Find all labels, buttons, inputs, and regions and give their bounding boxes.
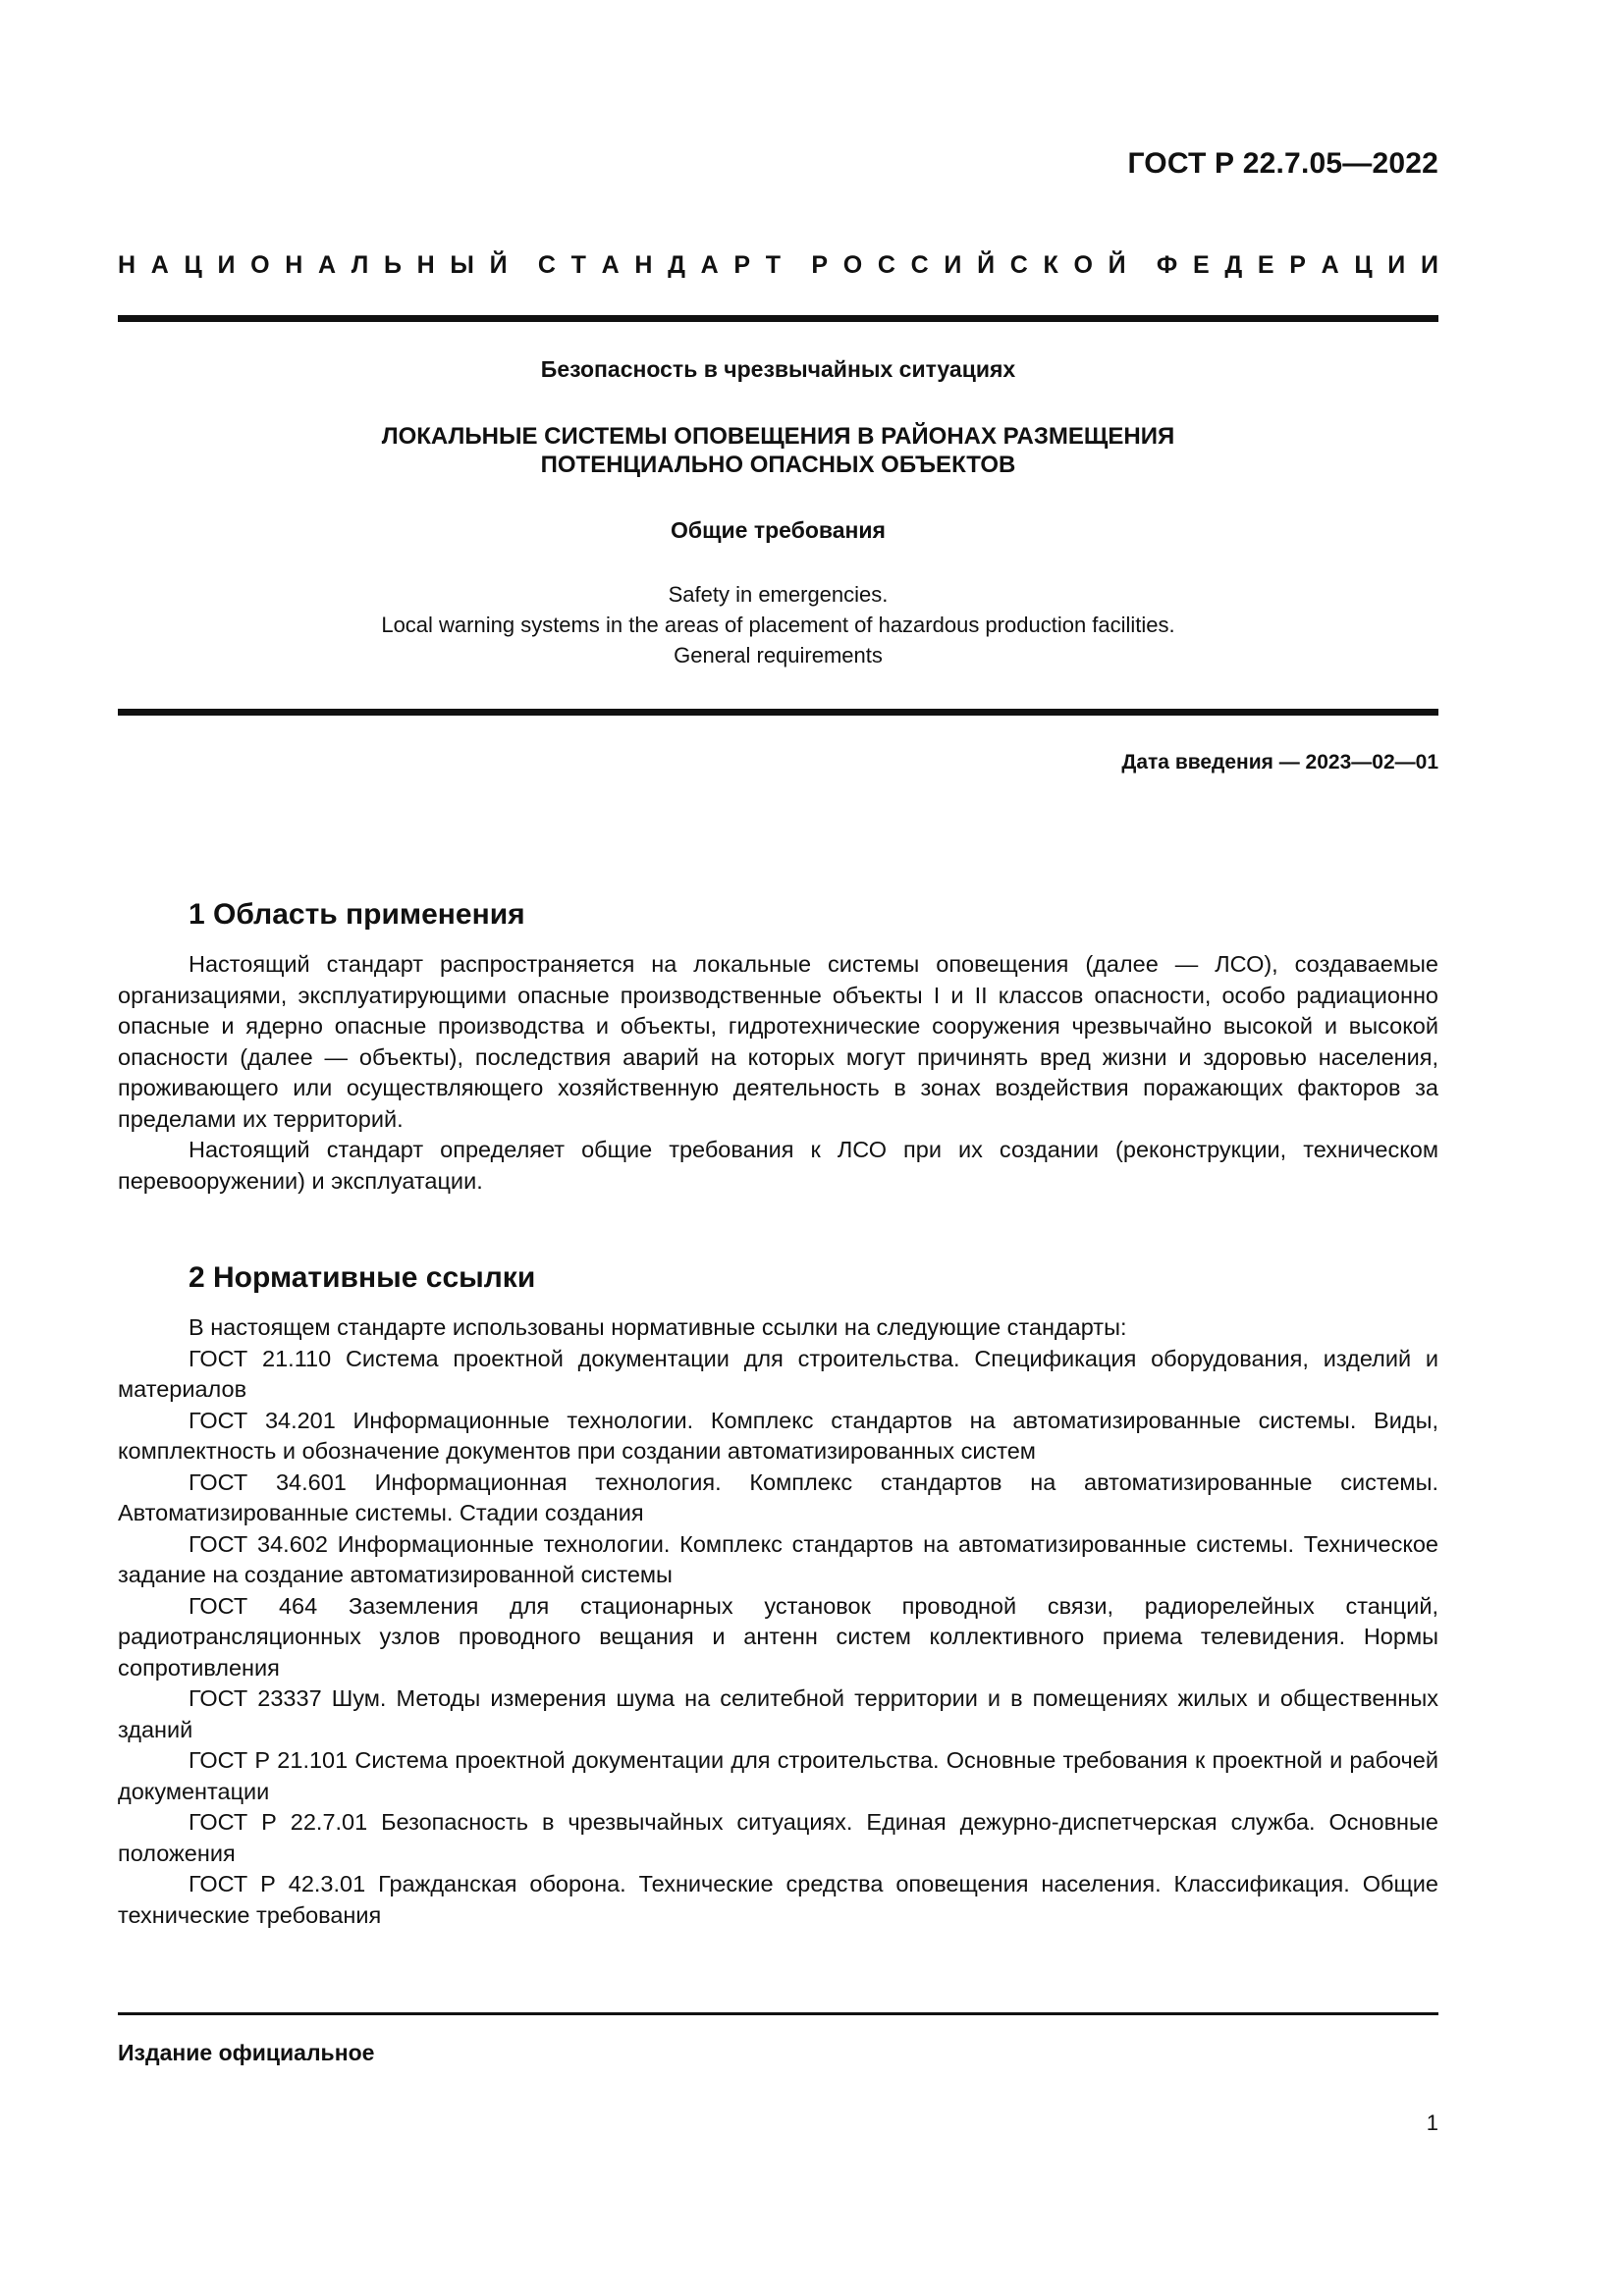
banner-letter: И	[1387, 251, 1406, 279]
paragraph: В настоящем стандарте использованы нормативные ссылки на следующие стандарты:	[189, 1314, 1127, 1340]
reference-item: ГОСТ 34.201 Информационные технологии. Комплекс стандартов на автоматизированные системы. Виды, комплектность и обозначение документов при создании автоматизированных систем	[118, 1407, 1438, 1464]
banner-letter: Р	[733, 251, 751, 279]
banner-letter: А	[1321, 251, 1339, 279]
section-scope	[118, 898, 1438, 1197]
banner-letter: Р	[811, 251, 829, 279]
banner-letter: Й	[489, 251, 508, 279]
title-line: ЛОКАЛЬНЫЕ СИСТЕМЫ ОПОВЕЩЕНИЯ В РАЙОНАХ РАЗМЕЩЕНИЯ	[381, 423, 1175, 450]
banner-letter: Ы	[450, 251, 474, 279]
banner-letter: Н	[118, 251, 136, 279]
banner-letter: Д	[668, 251, 685, 279]
banner-letter: Й	[1108, 251, 1126, 279]
banner-letter: Ь	[383, 251, 402, 279]
introduction-date: Дата введения — 2023—02—01	[1121, 751, 1438, 774]
banner-letter: Д	[1224, 251, 1243, 279]
edition-label: Издание официальное	[118, 2040, 375, 2065]
section-heading: 2 Нормативные ссылки	[189, 1261, 536, 1294]
english-title-line: General requirements	[674, 643, 883, 667]
banner-letter: С	[1009, 251, 1028, 279]
banner-letter: А	[601, 251, 620, 279]
reference-item: ГОСТ Р 22.7.01 Безопасность в чрезвычайных ситуациях. Единая дежурно-диспетчерская служба. Основные положения	[118, 1809, 1438, 1866]
section-heading: 1 Область применения	[189, 898, 525, 931]
title-line: ПОТЕНЦИАЛЬНО ОПАСНЫХ ОБЪЕКТОВ	[540, 452, 1016, 478]
reference-item: ГОСТ 23337 Шум. Методы измерения шума на селитебной территории и в помещениях жилых и общественных зданий	[118, 1685, 1438, 1742]
section-normative-references	[118, 1261, 1438, 1931]
banner-letter: С	[537, 251, 556, 279]
banner-letter: А	[150, 251, 169, 279]
banner-letter: О	[1073, 251, 1093, 279]
banner-letter: Е	[1257, 251, 1274, 279]
banner-letter: Н	[634, 251, 653, 279]
banner-letter: Е	[1192, 251, 1210, 279]
banner-letter: К	[1043, 251, 1058, 279]
banner-letter: Л	[351, 251, 369, 279]
banner-letter: А	[318, 251, 337, 279]
english-title-line: Safety in emergencies.	[668, 582, 889, 607]
banner-letter: И	[1420, 251, 1438, 279]
banner-letter: Й	[977, 251, 996, 279]
paragraph: Настоящий стандарт определяет общие требования к ЛСО при их создании (реконструкции, техническом перевооружении) и эксплуатации.	[118, 1137, 1438, 1194]
banner-letter: О	[250, 251, 270, 279]
banner-letter: Ц	[184, 251, 202, 279]
reference-item: ГОСТ 464 Заземления для стационарных установок проводной связи, радиорелейных станций, радиотрансляционных узлов проводного вещания и антенн систем коллективного приема телевидения. Нормы сопротивления	[118, 1592, 1438, 1681]
banner-letter: Т	[765, 251, 782, 279]
page-number: 1	[1426, 2110, 1438, 2135]
document-page	[118, 0, 1438, 2296]
header-divider	[118, 315, 1438, 322]
title-divider	[118, 709, 1438, 716]
banner-letter: С	[877, 251, 895, 279]
document-number: ГОСТ Р 22.7.05—2022	[1127, 147, 1438, 180]
banner-letter: Н	[285, 251, 303, 279]
banner-letter: Н	[416, 251, 435, 279]
document-subtitle: Общие требования	[671, 517, 886, 543]
footer-divider	[118, 2012, 1438, 2015]
paragraph: Настоящий стандарт распространяется на локальные системы оповещения (далее — ЛСО), создаваемые организациями, эксплуатирующими опасные производственные объекты I и II классов опасности, особо радиационно опасные и ядерно опасные производства и объекты, гидротехнические сооружения чрезвычайно высокой и высокой опасности (далее — объекты), последствия аварий на которых могут причинять вред жизни и здоровью населения, проживающего или осуществляющего хозяйственную деятельность в зонах воздействия поражающих факторов за пределами их территорий.	[118, 951, 1438, 1132]
banner-letter: А	[700, 251, 719, 279]
standard-topic: Безопасность в чрезвычайных ситуациях	[540, 356, 1016, 382]
banner-letter: И	[944, 251, 962, 279]
banner-letter: Ц	[1354, 251, 1373, 279]
reference-item: ГОСТ 21.110 Система проектной документации для строительства. Спецификация оборудования, изделий и материалов	[118, 1345, 1438, 1402]
english-title-line: Local warning systems in the areas of placement of hazardous production facilities.	[381, 613, 1175, 637]
national-standard-banner	[118, 251, 1438, 280]
banner-letter: О	[842, 251, 863, 279]
reference-item: ГОСТ Р 42.3.01 Гражданская оборона. Технические средства оповещения населения. Классификация. Общие технические требования	[118, 1871, 1438, 1928]
reference-item: ГОСТ 34.602 Информационные технологии. Комплекс стандартов на автоматизированные системы. Техническое задание на создание автоматизированной системы	[118, 1530, 1438, 1587]
english-title	[118, 579, 1438, 670]
reference-item: ГОСТ 34.601 Информационная технология. Комплекс стандартов на автоматизированные системы. Автоматизированные системы. Стадии создания	[118, 1468, 1438, 1525]
banner-letter: Р	[1289, 251, 1306, 279]
banner-letter: Т	[570, 251, 586, 279]
banner-letter: С	[910, 251, 929, 279]
reference-item: ГОСТ Р 21.101 Система проектной документации для строительства. Основные требования к проектной и рабочей документации	[118, 1747, 1438, 1804]
document-title	[118, 422, 1438, 479]
banner-letter: И	[217, 251, 236, 279]
banner-letter: Ф	[1156, 251, 1178, 279]
